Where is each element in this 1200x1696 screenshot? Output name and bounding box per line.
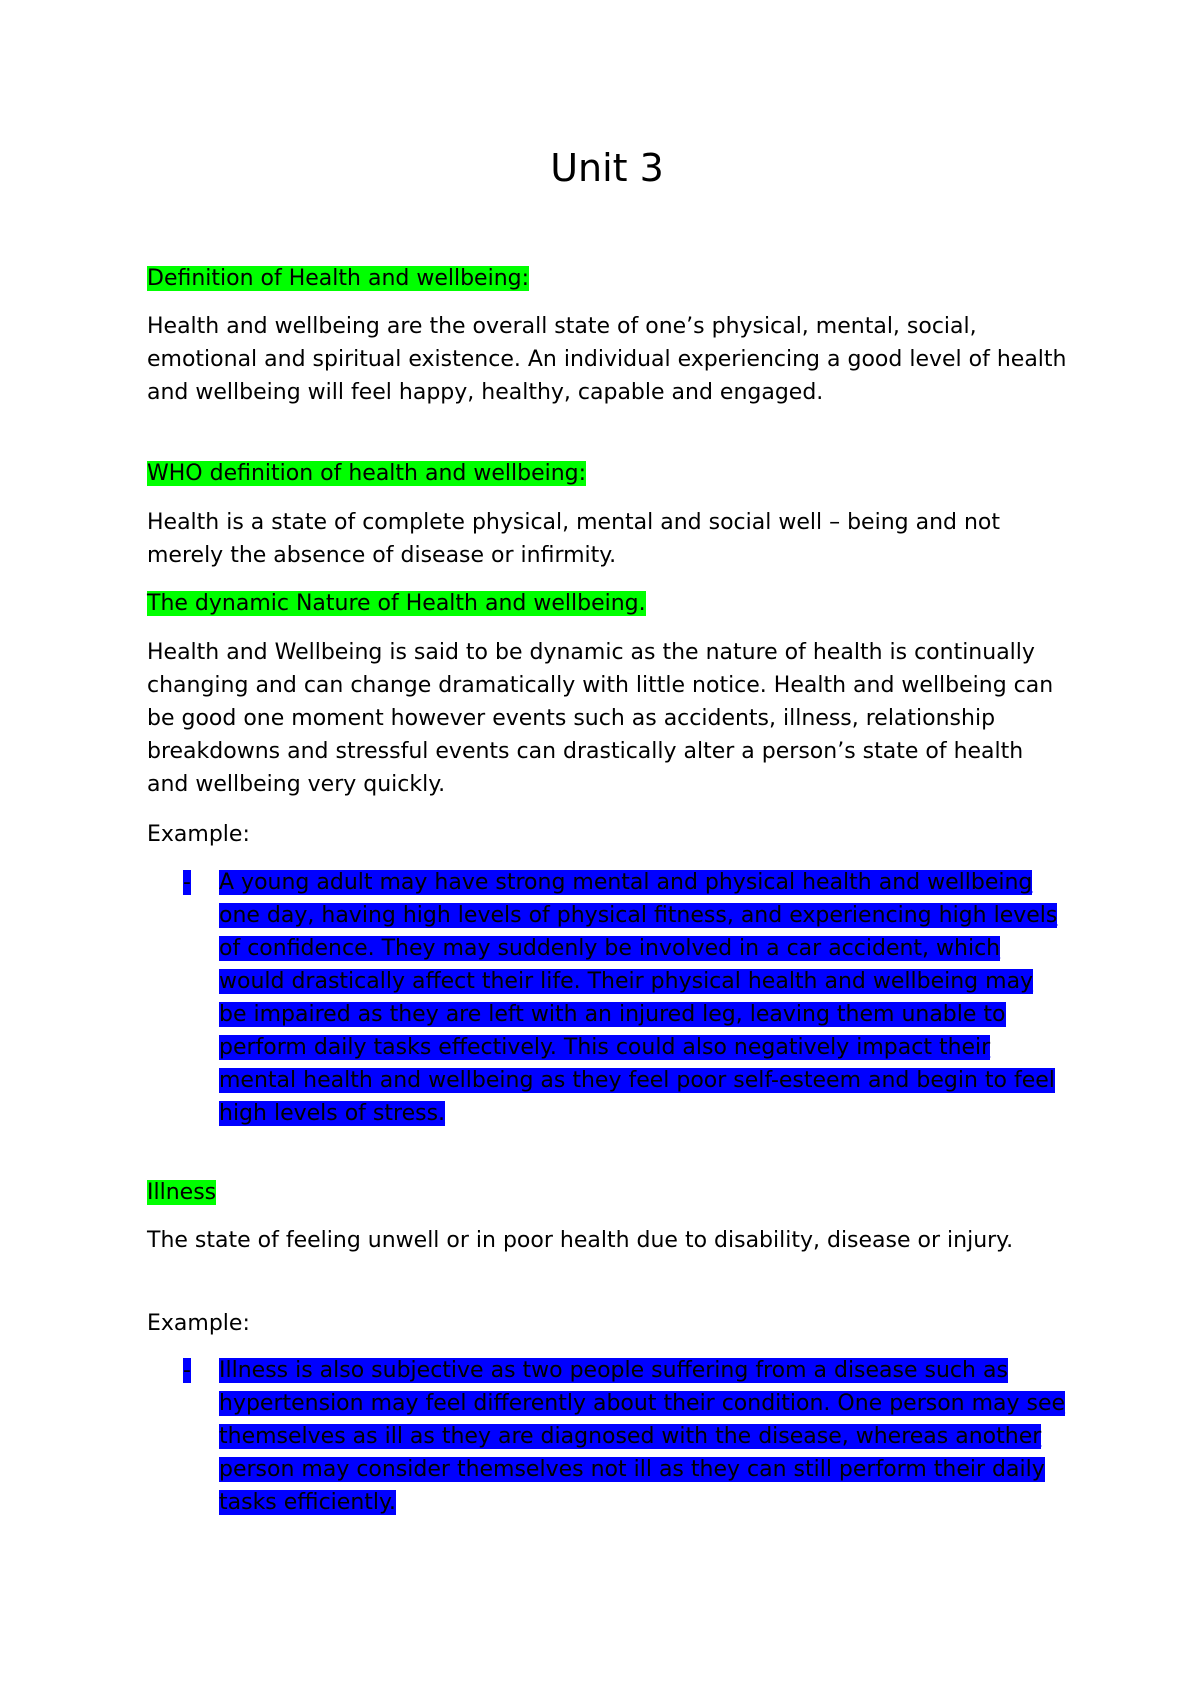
section-heading-illness	[147, 1176, 216, 1209]
heading-highlight: The dynamic Nature of Health and wellbeing.	[147, 591, 646, 616]
section-heading-who	[147, 457, 586, 490]
page-title: Unit 3	[550, 146, 664, 190]
heading-highlight: Illness	[147, 1180, 217, 1205]
heading-highlight: Definition of Health and wellbeing:	[147, 266, 530, 291]
section-paragraph-definition: Health and wellbeing are the overall state of one’s physical, mental, social, emotional and spiritual existence. An individual experiencing a good level of health and wellbeing will feel happy, healthy, capable and engaged.	[147, 314, 1067, 405]
example-text: Illness is also subjective as two people suffering from a disease such as hypertension may feel differently about their condition. One person may see themselves as ill as they are diagnosed with the disease, whereas another person may consider themselves not ill as they can still perform their daily tasks efficiently.	[219, 1358, 1066, 1515]
example-bullet-dynamic	[183, 866, 1067, 1130]
section-paragraph-illness: The state of feeling unwell or in poor health due to disability, disease or injury.	[147, 1228, 1014, 1253]
section-heading-definition	[147, 262, 529, 295]
bullet-marker: -	[183, 870, 191, 895]
section-paragraph-dynamic: Health and Wellbeing is said to be dynamic as the nature of health is continually changing and can change dramatically with little notice. Health and wellbeing can be good one moment however events such as accidents, illness, relationship breakdowns and stressful events can drastically alter a person’s state of health and wellbeing very quickly.	[147, 640, 1054, 797]
example-text: A young adult may have strong mental and physical health and wellbeing one day, having high levels of physical fitness, and experiencing high levels of confidence. They may suddenly be involved in a car accident, which would drastically affect their life. Their physical health and wellbeing may be impaired as they are left with an injured leg, leaving them unable to perform daily tasks effectively. This could also negatively impact their mental health and wellbeing as they feel poor self-esteem and begin to feel high levels of stress.	[219, 870, 1058, 1126]
section-heading-dynamic	[147, 587, 646, 620]
heading-highlight: WHO definition of health and wellbeing:	[147, 461, 587, 486]
example-label: Example:	[147, 1311, 250, 1336]
example-label: Example:	[147, 822, 250, 847]
section-paragraph-who: Health is a state of complete physical, mental and social well – being and not merely the absence of disease or infirmity.	[147, 510, 1001, 568]
bullet-marker: -	[183, 1358, 191, 1383]
example-bullet-illness	[183, 1354, 1067, 1519]
